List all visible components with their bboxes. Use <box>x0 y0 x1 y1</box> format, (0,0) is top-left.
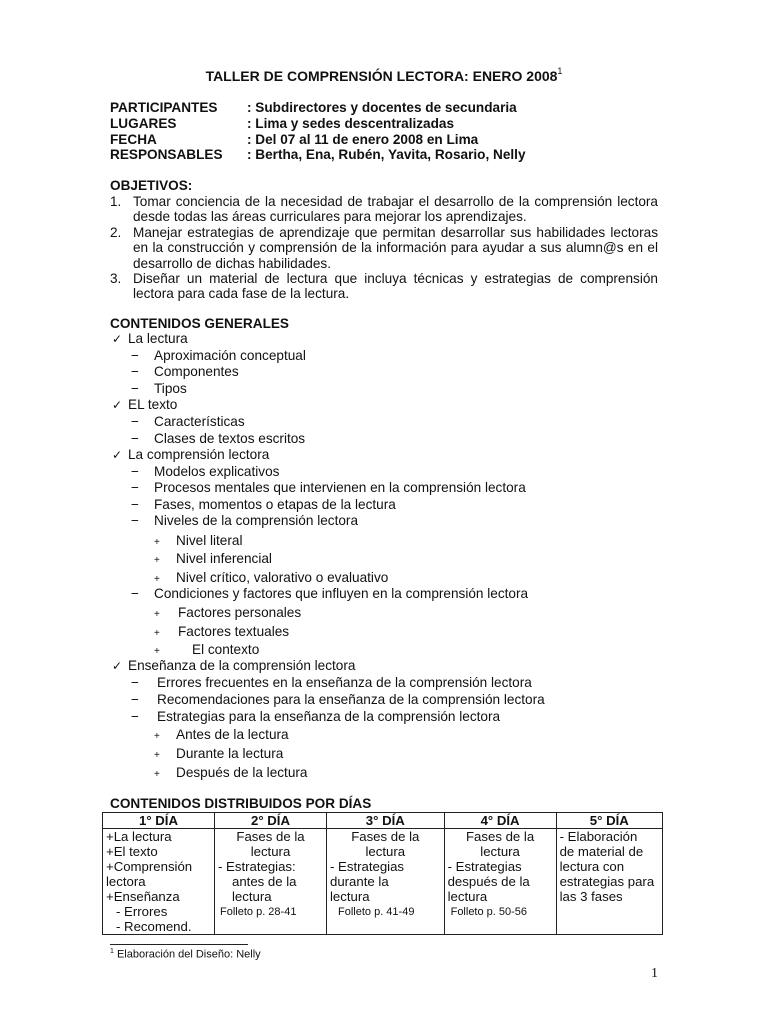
bullet-label: Nivel literal <box>176 533 243 548</box>
dash-icon: − <box>131 586 139 601</box>
title-text: TALLER DE COMPRENSIÓN LECTORA: ENERO 2008 <box>205 68 558 84</box>
plus-icon: + <box>154 609 160 620</box>
cell-line: Fases de la lectura <box>236 829 305 859</box>
table-cell-day1 <box>103 829 215 935</box>
info-row <box>110 100 526 116</box>
objectives-heading: OBJETIVOS: <box>110 178 193 193</box>
bullet-label: Durante la lectura <box>176 746 284 761</box>
subtopic-label: Características <box>154 414 245 429</box>
cell-reference: Folleto p. 41-49 <box>338 906 415 918</box>
table-header: 3° DÍA <box>327 813 445 829</box>
cell-line: - Elaboración de material de lectura con estrategias para las 3 fases <box>559 829 655 904</box>
info-value: : Del 07 al 11 de enero 2008 en Lima <box>247 131 479 147</box>
bullet-label: Factores personales <box>178 605 302 620</box>
subtopic-item <box>131 431 305 447</box>
cell-line: - Estrategias después de la lectura <box>447 859 530 904</box>
subtopic-item <box>131 348 306 364</box>
page-number: 1 <box>651 966 658 981</box>
info-value: : Lima y sedes descentralizadas <box>247 115 455 131</box>
bullet-item <box>154 605 301 623</box>
check-icon: ✓ <box>112 659 123 673</box>
bullet-label: Factores textuales <box>178 624 290 639</box>
topic-label: La lectura <box>128 331 188 346</box>
bullet-label: Después de la lectura <box>176 765 308 780</box>
table-header: 5° DÍA <box>556 813 662 829</box>
cell-line: - Recomend. <box>116 919 192 934</box>
info-label: PARTICIPANTES <box>110 100 218 115</box>
dash-icon: − <box>131 381 139 396</box>
days-heading: CONTENIDOS DISTRIBUIDOS POR DÍAS <box>110 796 372 811</box>
objective-number: 1. <box>110 194 122 209</box>
table-cell-day3 <box>327 829 445 935</box>
topic-item <box>112 397 177 413</box>
info-label: RESPONSABLES <box>110 147 223 163</box>
dash-icon: − <box>131 675 139 690</box>
subtopic-item <box>131 675 532 691</box>
subtopic-label: Niveles de la comprensión lectora <box>154 513 359 528</box>
footnote-marker: 1 <box>110 948 114 955</box>
dash-icon: − <box>131 709 139 724</box>
cell-line: +La lectura <box>106 829 172 844</box>
cell-line: antes de la lectura <box>232 874 297 904</box>
document-title <box>0 68 768 84</box>
objectives-list <box>110 194 658 302</box>
objective-text: Diseñar un material de lectura que incluya técnicas y estrategias de comprensión lectora para cada fase de la lectura. <box>133 271 658 302</box>
cell-line: Fases de la lectura <box>351 829 420 859</box>
subtopic-label: Recomendaciones para la enseñanza de la comprensión lectora <box>157 692 545 707</box>
bullet-label: El contexto <box>192 642 260 657</box>
info-block <box>110 100 526 163</box>
objective-number: 3. <box>110 271 122 287</box>
subtopic-label: Fases, momentos o etapas de la lectura <box>154 497 396 512</box>
cell-line: - Errores <box>116 904 168 919</box>
subtopic-label: Errores frecuentes en la enseñanza de la comprensión lectora <box>157 675 532 690</box>
footnote-divider <box>110 944 248 945</box>
subtopic-item <box>131 692 545 708</box>
subtopic-item <box>131 709 500 725</box>
info-value: : Bertha, Ena, Rubén, Yavita, Rosario, Nelly <box>247 147 526 163</box>
objective-number: 2. <box>110 224 122 240</box>
bullet-item <box>154 533 242 551</box>
dash-icon: − <box>131 464 139 479</box>
dash-icon: − <box>131 431 139 446</box>
table-header: 2° DÍA <box>215 813 327 829</box>
dash-icon: − <box>131 348 139 363</box>
subtopic-label: Componentes <box>154 364 239 379</box>
subtopic-item <box>131 586 528 602</box>
cell-line: +Comprensión lectora <box>106 859 193 889</box>
topic-label: Enseñanza de la comprensión lectora <box>128 658 356 673</box>
subtopic-label: Tipos <box>154 381 187 396</box>
bullet-item <box>154 727 289 745</box>
dash-icon: − <box>131 414 139 429</box>
table-cell-day4 <box>444 829 556 935</box>
table-header: 1° DÍA <box>103 813 215 829</box>
info-label: FECHA <box>110 131 157 147</box>
plus-icon: + <box>154 731 160 742</box>
check-icon: ✓ <box>112 448 123 462</box>
objective-item <box>110 225 658 271</box>
plus-icon: + <box>154 537 160 548</box>
objective-item <box>110 194 658 225</box>
plus-icon: + <box>154 646 160 657</box>
plus-icon: + <box>154 750 160 761</box>
objective-text: Manejar estrategias de aprendizaje que permitan desarrollar sus habilidades lectoras en la construcción y comprensión de la información para ayudar a sus alumn@s en el desarrollo de dichas habilidades. <box>133 224 658 271</box>
footnote-text: Elaboración del Diseño: Nelly <box>113 948 261 961</box>
topic-label: La comprensión lectora <box>128 447 270 462</box>
plus-icon: + <box>154 574 160 585</box>
dash-icon: − <box>131 480 139 495</box>
objective-item <box>110 271 658 302</box>
subtopic-label: Condiciones y factores que influyen en la comprensión lectora <box>154 586 529 601</box>
cell-line: +Enseñanza <box>106 889 180 904</box>
table-cell-day2 <box>215 829 327 935</box>
bullet-label: Nivel inferencial <box>176 551 272 566</box>
bullet-item <box>154 765 307 783</box>
dash-icon: − <box>131 692 139 707</box>
topic-item <box>112 447 269 463</box>
subtopic-label: Clases de textos escritos <box>154 431 306 446</box>
info-value: : Subdirectores y docentes de secundaria <box>247 100 517 115</box>
title-footnote-marker: 1 <box>557 66 563 76</box>
bullet-item <box>154 624 289 642</box>
subtopic-item <box>131 513 358 529</box>
cell-line: - Estrategias: <box>218 859 296 874</box>
contents-heading: CONTENIDOS GENERALES <box>110 316 290 331</box>
subtopic-item <box>131 381 187 397</box>
info-row <box>110 116 526 132</box>
cell-reference: Folleto p. 28-41 <box>220 906 297 918</box>
subtopic-label: Modelos explicativos <box>154 464 280 479</box>
check-icon: ✓ <box>112 332 123 346</box>
dash-icon: − <box>131 513 139 528</box>
info-row <box>110 147 526 163</box>
cell-reference: Folleto p. 50-56 <box>450 906 528 918</box>
plus-icon: + <box>154 628 160 639</box>
subtopic-item <box>131 464 279 480</box>
plus-icon: + <box>154 555 160 566</box>
footnote <box>110 948 261 961</box>
cell-line: +El texto <box>106 844 158 859</box>
bullet-item <box>154 551 272 569</box>
subtopic-label: Procesos mentales que intervienen en la comprensión lectora <box>154 480 526 495</box>
table-header-row <box>103 813 663 829</box>
table-cell-day5 <box>556 829 662 935</box>
bullet-label: Nivel crítico, valorativo o evaluativo <box>176 570 389 585</box>
plus-icon: + <box>154 769 160 780</box>
objective-text: Tomar conciencia de la necesidad de trabajar el desarrollo de la comprensión lectora desde todas las áreas curriculares para mejorar los aprendizajes. <box>133 194 658 225</box>
info-row <box>110 132 526 148</box>
cell-line: Fases de la lectura <box>466 829 535 859</box>
bullet-label: Antes de la lectura <box>176 727 289 742</box>
table-row <box>103 829 663 935</box>
days-table <box>102 812 663 935</box>
subtopic-item <box>131 480 526 496</box>
topic-item <box>112 331 188 347</box>
topic-label: EL texto <box>128 397 178 412</box>
check-icon: ✓ <box>112 398 123 412</box>
subtopic-label: Estrategias para la enseñanza de la comprensión lectora <box>157 709 501 724</box>
bullet-item <box>154 746 283 764</box>
subtopic-item <box>131 414 245 430</box>
cell-line: - Estrategias durante la lectura <box>330 859 405 904</box>
dash-icon: − <box>131 497 139 512</box>
subtopic-item <box>131 364 239 380</box>
subtopic-item <box>131 497 396 513</box>
info-label: LUGARES <box>110 115 177 131</box>
table-header: 4° DÍA <box>444 813 556 829</box>
dash-icon: − <box>131 364 139 379</box>
topic-item <box>112 658 355 674</box>
subtopic-label: Aproximación conceptual <box>154 348 306 363</box>
